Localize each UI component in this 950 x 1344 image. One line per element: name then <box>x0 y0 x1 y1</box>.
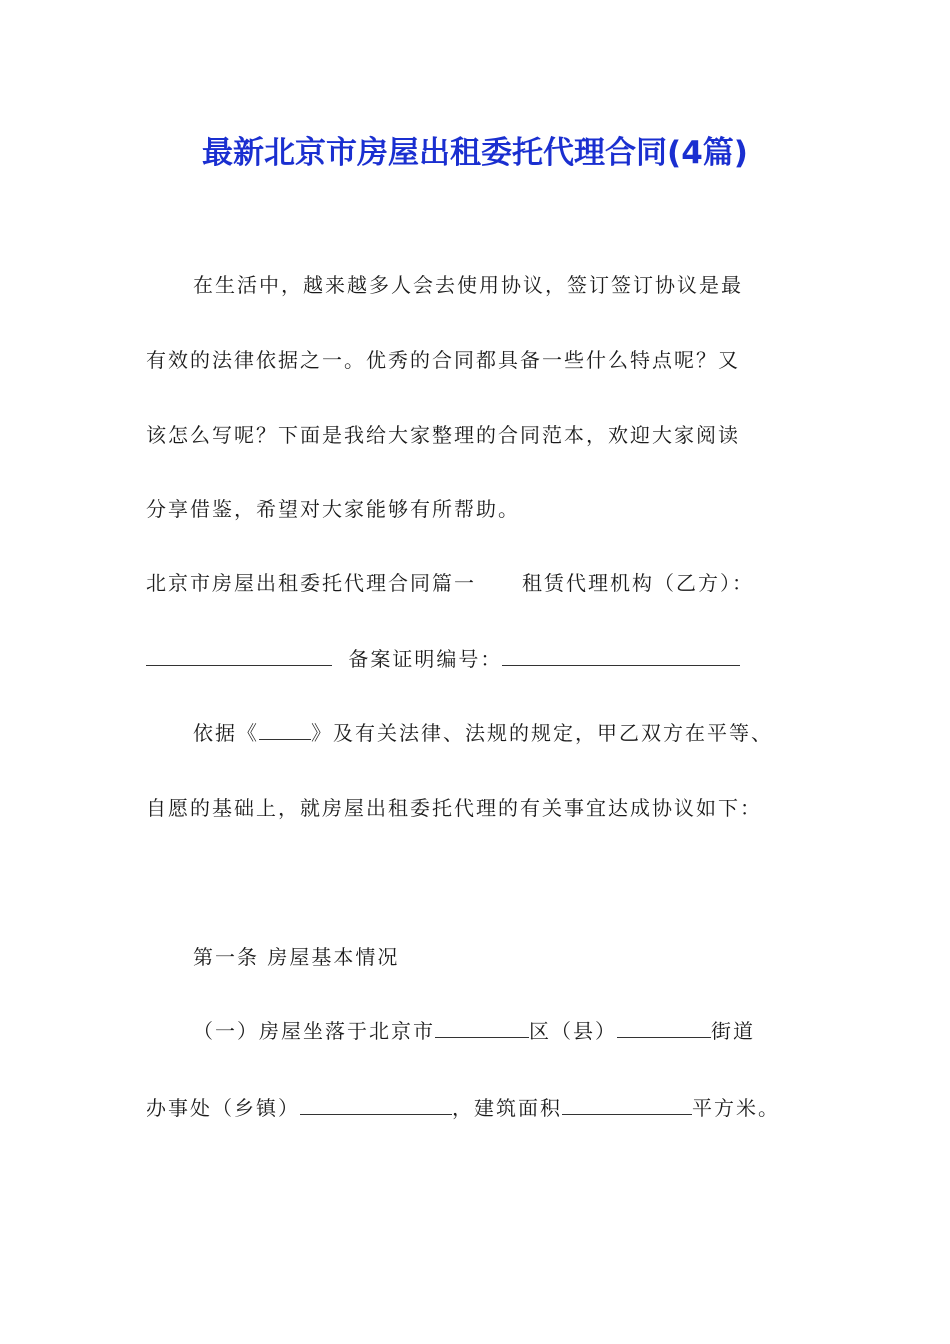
section-heading: 北京市房屋出租委托代理合同篇一 <box>146 571 476 595</box>
district-label: 区（县） <box>529 1019 617 1043</box>
basis-line-2: 自愿的基础上，就房屋出租委托代理的有关事宜达成协议如下： <box>146 796 762 820</box>
record-label: 备案证明编号： <box>348 647 503 671</box>
law-name-blank[interactable] <box>259 719 311 740</box>
street-label: 街道 <box>711 1019 755 1043</box>
district-blank[interactable] <box>435 1017 529 1038</box>
intro-line-1: 在生活中，越来越多人会去使用协议，签订签订协议是最 <box>193 273 743 297</box>
agent-label: 租赁代理机构（乙方）： <box>522 571 754 595</box>
area-unit: 平方米。 <box>692 1096 780 1120</box>
article-1-item-1-line-1 <box>193 1016 826 1046</box>
document-title: 最新北京市房屋出租委托代理合同(4篇) <box>202 135 748 171</box>
location-label: （一）房屋坐落于北京市 <box>193 1019 435 1043</box>
street-blank[interactable] <box>617 1017 711 1038</box>
record-number-blank[interactable] <box>502 645 740 666</box>
area-label: ，建筑面积 <box>452 1096 562 1120</box>
record-line <box>146 644 826 674</box>
area-blank[interactable] <box>562 1094 692 1115</box>
office-label: 办事处（乡镇） <box>146 1096 300 1120</box>
article-1-item-1-line-2 <box>146 1093 826 1123</box>
office-blank[interactable] <box>300 1094 452 1115</box>
intro-line-3: 该怎么写呢？下面是我给大家整理的合同范本，欢迎大家阅读 <box>146 423 740 447</box>
agent-blank[interactable] <box>146 645 332 666</box>
basis-prefix: 依据《 <box>193 721 259 745</box>
intro-line-2: 有效的法律依据之一。优秀的合同都具备一些什么特点呢？又 <box>146 348 740 372</box>
basis-line-1 <box>193 718 826 748</box>
article-1-heading: 第一条 房屋基本情况 <box>193 945 400 969</box>
intro-line-4: 分享借鉴，希望对大家能够有所帮助。 <box>146 497 520 521</box>
basis-suffix: 》及有关法律、法规的规定，甲乙双方在平等、 <box>311 721 773 745</box>
section-heading-line <box>146 568 826 598</box>
